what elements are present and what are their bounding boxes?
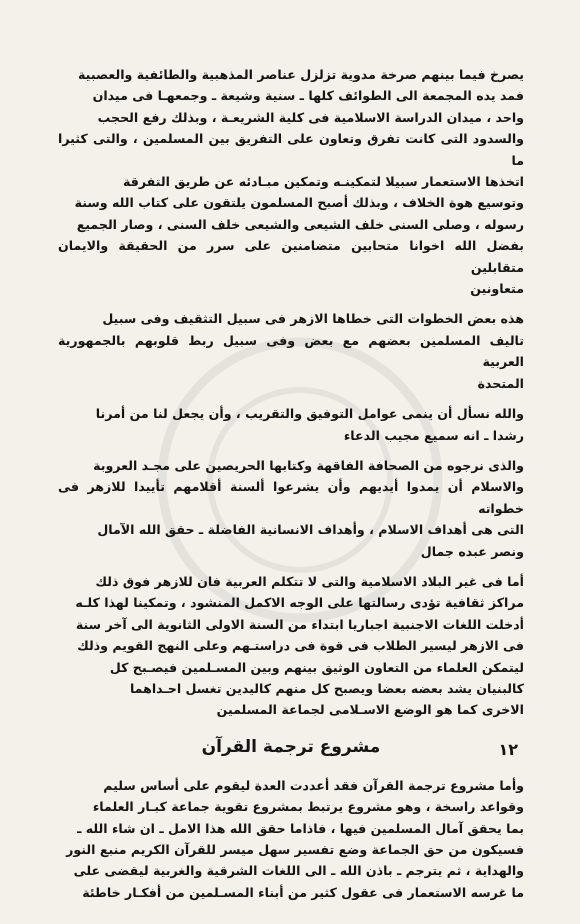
paragraph-1: يصرخ فيما بينهم صرخة مدوية تزلزل عناصر المذهبية والطائفية والعصبية فمد يده المجمعة الى الطوائف كلها ـ سنية وشيعة ـ وجمعهـا فى ميدان واحد ، ميدان الدراسة الاسلامية فى كلية الشريعـة ، وبذلك رفع الحجب والسدود التى كانت تفرق وتعاون على التفريق بين المسلمين ، والتى كثيرا ما اتخذها الاستعمار سبيلا لتمكينـه وتمكين مبـادئه عن طريق التفرقة وتوسيع هوة الخلاف ، وبذلك أصبح المسلمون يلتقون على كتاب الله وسنة رسوله ، وصلى السنى خلف الشيعى والشيعى خلف السنى ، وصار الجميع بفضل الله اخوانا متحابين متضامنين على سرر من الحقيقة والايمان متقابلين متعاونين bbox=[58, 67, 524, 297]
paragraph-4: والذى نرجوه من الصحافة الفاقهة وكتابها الحريصين على مجـد العروبة والاسلام أن يمدوا أيديهم وأن يشرعوا ألسنة أقلامهم تأييدا للازهر فى خطواته التى هى أهداف الاسلام ، وأهداف الانسانية الفاضلة ـ حقق الله الآمال ونصر عبده جمال bbox=[58, 457, 524, 559]
page-number: ١٢ bbox=[498, 740, 518, 759]
section-heading: مشروع ترجمة القرآن bbox=[201, 736, 381, 757]
document-page bbox=[58, 64, 524, 912]
paragraph-3: والله نسأل أن ينمى عوامل التوفيق والتقريب ، وأن يجعل لنا من أمرنا رشدا ـ انه سميع مجيب الدعاء bbox=[95, 406, 524, 443]
paragraph-5: أما فى غير البلاد الاسلامية والتى لا تتكلم العربية فان للازهر فوق ذلك مراكز ثقافية تؤدى رسالتها على الوجه الاكمل المنشود ، وتمكينا لهذا كلـه أدخلت اللغات الاجنبية اجباريا ابتداء من السنة الاولى الثانوية الى آخر سنة فى الازهر ليسير الطلاب فى قوة فى دراستـهم وعلى النهج القويم وذلك ليتمكن العلماء من التعاون الوثيق بينهم وبين المسـلمين فيصـبح كل كالبنيان يشد بعضه بعضا ويصبح كل منهم كاليدين تغسل احـداهما الاخرى كما هو الوضع الاسـلامى لجماعة المسلمين bbox=[75, 573, 524, 718]
paragraph-2: هذه بعض الخطوات التى خطاها الازهر فى سبيل التثقيف وفى سبيل تاليف المسلمين بعضهم مع بعض وفى سبيل ربط قلوبهم بالجمهورية العربية المتحدة bbox=[58, 311, 524, 391]
section-paragraph-1: وأما مشروع ترجمة القرآن فقد أعددت العدة ليقوم على أساس سليم وقواعد راسخة ، وهو مشروع يرتبط بمشروع تقوية جماعة كبـار العلماء بما يحقق آمال المسلمين فيها ، فاذاما حقق الله هذا الامل ـ ان شاء الله ـ فسيكون من حق الجماعة وضع تفسير سهل ميسر للقرآن الكريم منبع النور والهداية ، ثم يترجم ـ باذن الله ـ الى اللغات الشرقية والغربية ليقضى على ما غرسه الاستعمار فى عقول كثير من أبناء المسـلمين من أفكـار خاطئة bbox=[66, 777, 524, 900]
